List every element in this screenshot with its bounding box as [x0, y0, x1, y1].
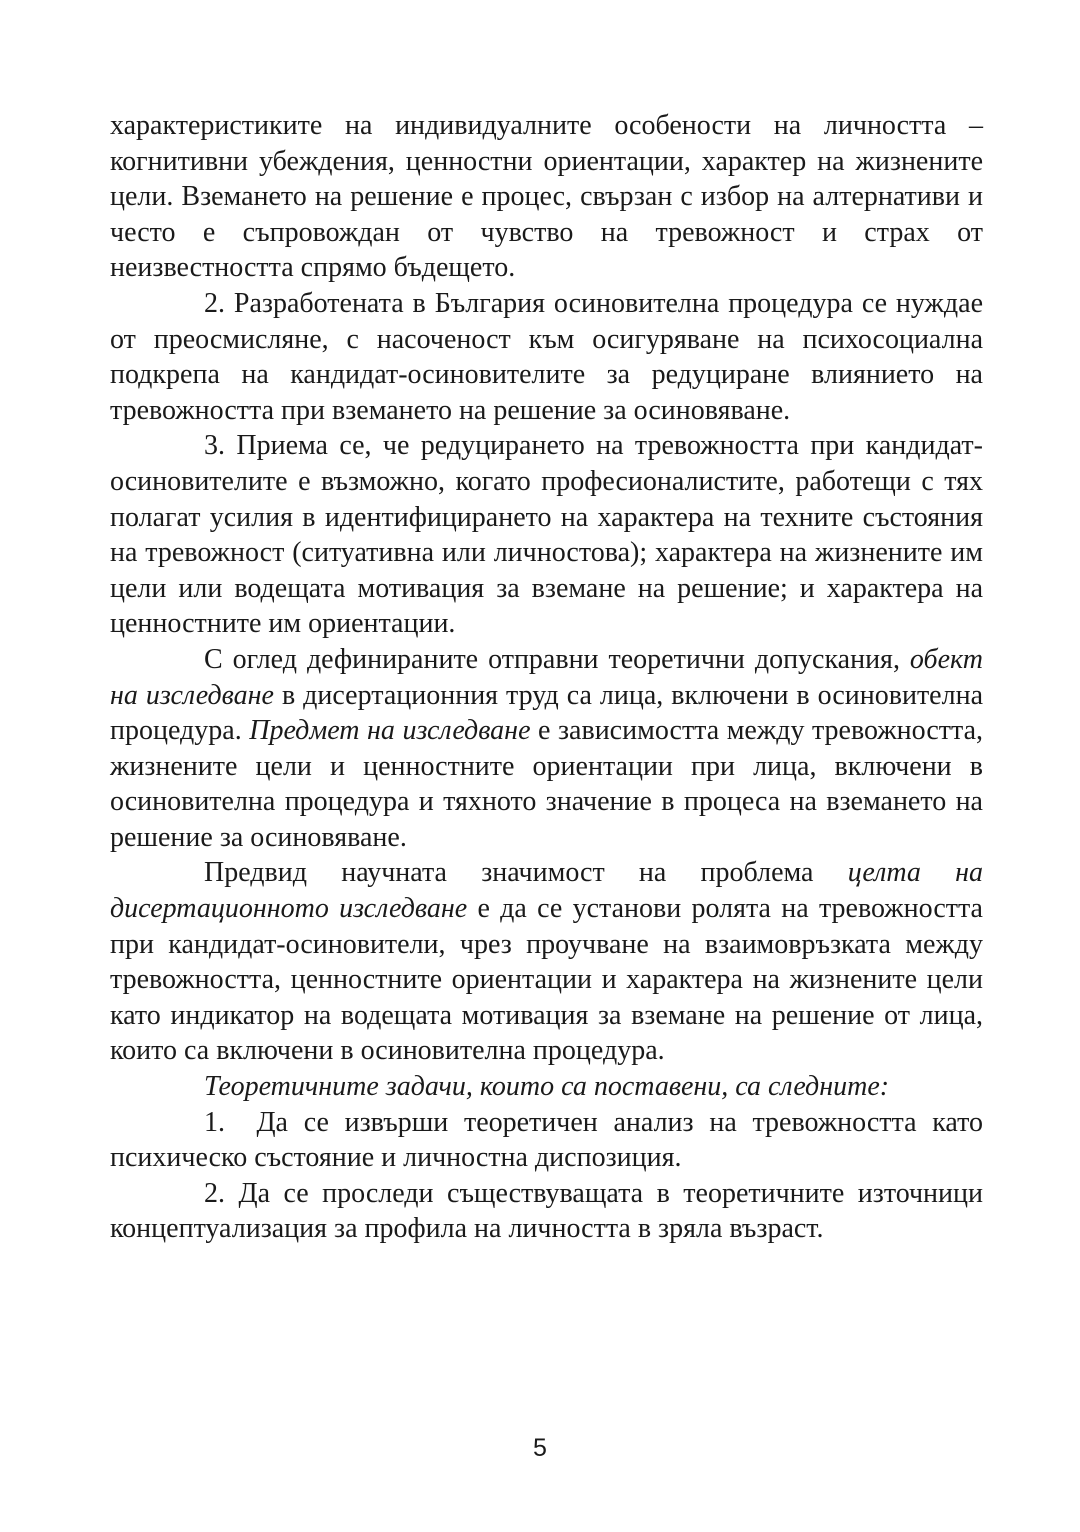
object-of-research-term: обект на изследване [110, 643, 983, 711]
paragraph-3 [110, 428, 983, 642]
paragraph-4-text: е зависимостта между тревожността, жизнените цели и ценностните ориентации при лица, включени в осиновителна процедура и тяхното значение в процеса на вземането на решение за осиновяване. [110, 715, 984, 853]
theoretical-tasks-heading: Теоретичните задачи, които са поставени, са следните: [204, 1071, 890, 1103]
paragraph-7 [110, 1105, 990, 1176]
document-body [110, 108, 990, 1247]
paragraph-8 [110, 1176, 983, 1247]
paragraph-2 [110, 286, 983, 428]
paragraph-2-text: 2. Разработената в България осиновителна процедура се нуждае от преосмисляне, с насоченост към осигуряване на психосоциална подкрепа на кандидат-осиновителите за редуциране влиянието на тревожността при вземането на решение за осиновяване. [110, 287, 983, 426]
subject-of-research-term: Предмет на изследване [249, 715, 531, 747]
paragraph-1 [110, 108, 983, 286]
paragraph-4 [110, 642, 983, 856]
research-goal-term: целта на дисертационното изследване [110, 857, 984, 925]
task-2-text: 2. Да се проследи съществуващата в теоретичните източници концептуализация за профила на личността в зряла възраст. [110, 1177, 983, 1245]
paragraph-1-text: характеристиките на индивидуалните особености на личността – когнитивни убеждения, ценностни ориентации, характер на жизнените цели. Вземането на решение е процес, свързан с избор на алтернативи и често е съпровождан от чувство на тревожност и страх от неизвестността спрямо бъдещето. [110, 110, 983, 284]
task-1-text: 1. Да се извърши теоретичен анализ на тревожността като психическо състояние и личностна диспозиция. [110, 1106, 990, 1174]
paragraph-5 [110, 855, 983, 1069]
paragraph-3-text: 3. Приема се, че редуцирането на тревожността при кандидат-осиновителите е възможно, когато професионалистите, работещи с тях полагат усилия в идентифицирането на характера на техните състояния на тревожност (ситуативна или личностова); характера на жизнените им цели или водещата мотивация за вземане на решение; и характера на ценностните им ориентации. [110, 430, 983, 640]
page-number: 5 [533, 1434, 547, 1462]
paragraph-4-text: в дисертационния труд са лица, включени в осиновителна процедура. [110, 679, 983, 747]
paragraph-6 [110, 1069, 983, 1105]
paragraph-4-text: С оглед дефинираните отправни теоретични допускания, [204, 643, 910, 675]
paragraph-5-text: е да се установи ролята на тревожността при кандидат-осиновители, чрез проучване на взаимовръзката между тревожността, ценностните ориентации и характера на жизнените цели като индикатор на водещата мотивация за вземане на решение от лица, които са включени в осиновителна процедура. [110, 893, 983, 1067]
paragraph-5-text: Предвид научната значимост на проблема [204, 857, 848, 889]
